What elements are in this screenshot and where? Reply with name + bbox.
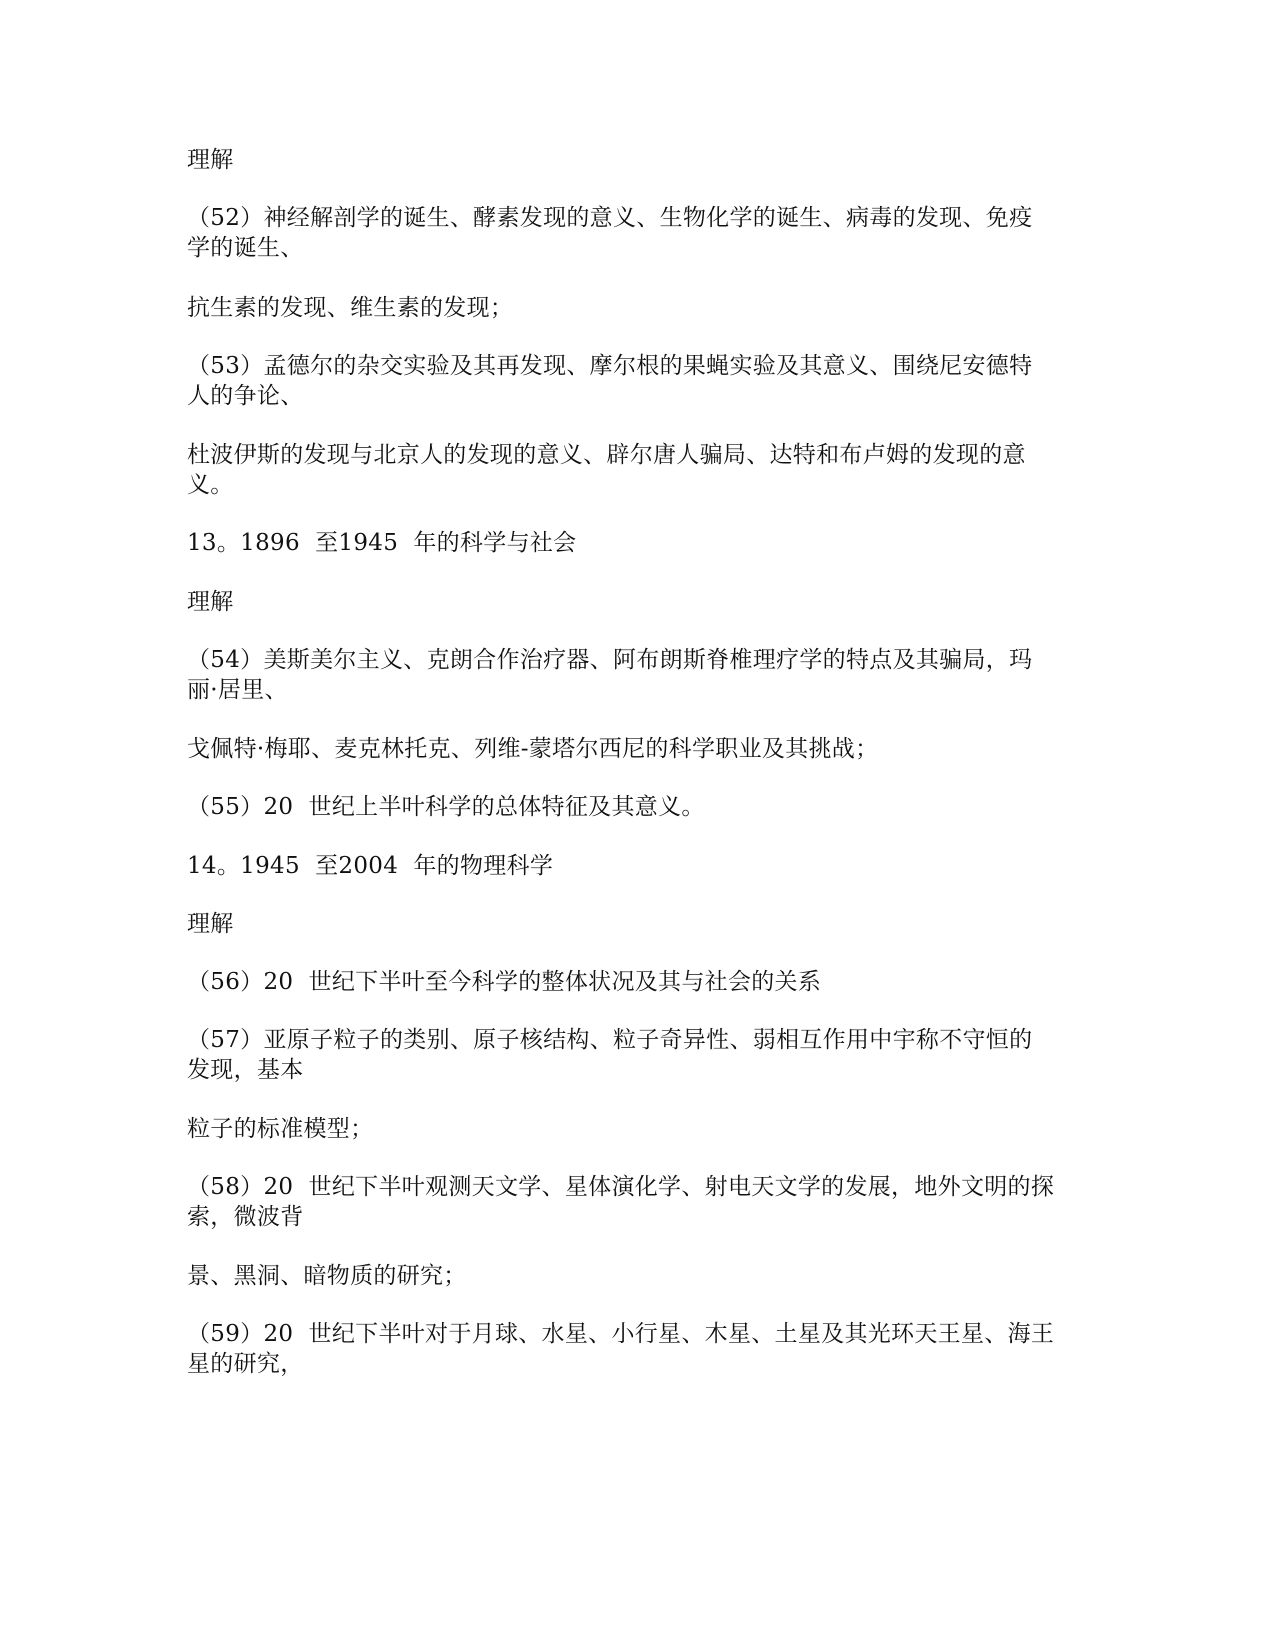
- section-heading-14: 14。1945 至2004 年的物理科学: [187, 853, 554, 879]
- item-52-line-3: 抗生素的发现、维生素的发现；: [187, 295, 514, 321]
- item-57-line-2: 发现，基本: [187, 1057, 304, 1083]
- item-53-line-1: （53）孟德尔的杂交实验及其再发现、摩尔根的果蝇实验及其意义、围绕尼安德特: [187, 353, 1033, 379]
- item-53-line-4: 义。: [187, 472, 234, 498]
- item-56-line-1: （56）20 世纪下半叶至今科学的整体状况及其与社会的关系: [187, 969, 822, 995]
- item-53-line-3: 杜波伊斯的发现与北京人的发现的意义、辟尔唐人骗局、达特和布卢姆的发现的意: [187, 442, 1026, 468]
- item-55-line-1: （55）20 世纪上半叶科学的总体特征及其意义。: [187, 794, 705, 820]
- item-57-line-1: （57）亚原子粒子的类别、原子核结构、粒子奇异性、弱相互作用中宇称不守恒的: [187, 1027, 1033, 1053]
- item-59-line-1: （59）20 世纪下半叶对于月球、水星、小行星、木星、土星及其光环天王星、海王: [187, 1321, 1055, 1347]
- item-54-line-3: 戈佩特·梅耶、麦克林托克、列维-蒙塔尔西尼的科学职业及其挑战；: [187, 736, 879, 762]
- item-58-line-1: （58）20 世纪下半叶观测天文学、星体演化学、射电天文学的发展，地外文明的探: [187, 1174, 1055, 1200]
- section-label-understand: 理解: [187, 911, 234, 937]
- item-59-line-2: 星的研究，: [187, 1351, 304, 1377]
- item-52-line-2: 学的诞生、: [187, 235, 304, 261]
- item-57-line-3: 粒子的标准模型；: [187, 1116, 374, 1142]
- section-label-understand: 理解: [187, 147, 234, 173]
- item-58-line-2: 索，微波背: [187, 1204, 304, 1230]
- item-54-line-2: 丽·居里、: [187, 677, 288, 703]
- section-heading-13: 13。1896 至1945 年的科学与社会: [187, 530, 577, 556]
- section-label-understand: 理解: [187, 589, 234, 615]
- item-52-line-1: （52）神经解剖学的诞生、酵素发现的意义、生物化学的诞生、病毒的发现、免疫: [187, 205, 1033, 231]
- item-53-line-2: 人的争论、: [187, 383, 304, 409]
- item-54-line-1: （54）美斯美尔主义、克朗合作治疗器、阿布朗斯脊椎理疗学的特点及其骗局，玛: [187, 647, 1033, 673]
- item-58-line-3: 景、黑洞、暗物质的研究；: [187, 1263, 467, 1289]
